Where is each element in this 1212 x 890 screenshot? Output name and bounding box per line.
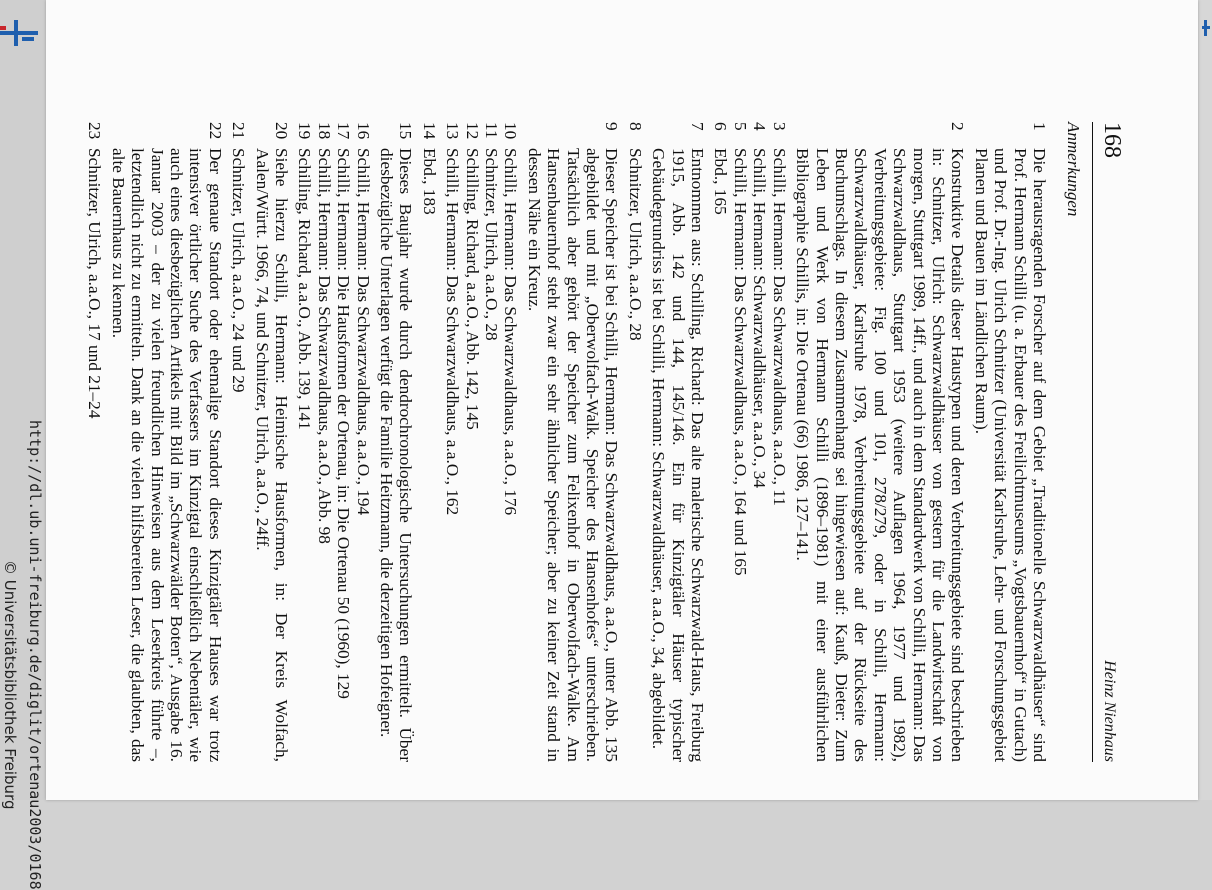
footnote-number: 17: [334, 122, 354, 140]
page-header: [1093, 122, 1127, 762]
footnote-number: 23: [85, 122, 105, 140]
footnote-text: Schilli, Hermann: Schwarzwaldhäuser, a.a.O., 34: [750, 148, 770, 489]
footnote-item: [314, 122, 333, 762]
footnote-text: Schilli, Hermann: Die Hausformen der Ortenau, in: Die Ortenau 50 (1960), 129: [334, 148, 354, 699]
footnote-text: Schilli, Hermann: Das Schwarzwaldhaus, a.a.O., 164 und 165: [730, 148, 750, 576]
footnote-text: Schilli, Hermann: Das Schwarzwaldhaus, a.a.O., 162: [443, 148, 463, 516]
footnote-text: Ebd., 165: [711, 148, 731, 215]
viewer-right-margin: [1198, 0, 1212, 800]
footnote-text: Schnitzer, Ulrich, a.a.O., 17 und 21–24: [85, 148, 105, 419]
footnote-text: Schnitzer, Ulrich, a.a.O., 28: [482, 148, 502, 341]
footnote-number: 13: [443, 122, 463, 140]
viewer-left-margin: [0, 0, 46, 890]
footnote-number: 12: [462, 122, 482, 140]
footnote-item: [625, 122, 644, 762]
footnote-number: 10: [501, 122, 521, 140]
footnote-number: 21: [229, 122, 249, 140]
footnote-item: [462, 122, 481, 762]
footnote-item: [353, 122, 372, 762]
footnote-number: 20: [271, 122, 291, 140]
footnote-item: [108, 122, 224, 762]
footnote-number: 18: [314, 122, 334, 140]
footnote-item: [649, 122, 707, 762]
footnote-text: Schilli, Hermann: Das Schwarzwaldhaus, a.a.O., 194: [353, 148, 373, 516]
footnote-item: [334, 122, 353, 762]
footnote-item: [252, 122, 291, 762]
footnote-text: Entnommen aus: Schilling, Richard: Das alte malerische Schwarzwald-Haus, Freiburg 1915, Abb. 142 und 144, 145/146. Ein für Kinzigtäler Häuser typischer Gebäudegrundriss ist bei Schilli, Hermann: Schwarzwaldhäuser, a.a.O., 34, abgebildet.: [649, 148, 708, 762]
footnote-text: Konstruktive Details dieser Haustypen und deren Verbreitungsgebiete sind beschrieben in: Schnitzer, Ulrich: Schwarzwaldhäuser von gestern für die Landwirtschaft von morgen, Stuttgart 1989, 14ff., und auch in dem Standardwerk von Schilli, Hermann: Das Schwarzwaldhaus, Stuttgart 1953 (weitere Auflagen 1964, 1977 und 1982), Verbreitungsgebiete: Fig. 100 und 101, 278/279, oder in Schilli, Hermann: Schwarzwaldhäuser, Karlsruhe 1978, Verbreitungsgebiete auf der Rückseite des Buchumschlags. In diesem Zusammenhang sei hingewiesen auf: Kauß, Dieter: Zum Leben und Werk von Hermann Schilli (1896–1981) mit einer ausführlichen Bibliographie Schillis, in: Die Ortenau (66) 1986, 127–141.: [793, 148, 968, 762]
footnote-number: 15: [396, 122, 416, 140]
footnote-number: 19: [295, 122, 315, 140]
footnote-number: 1: [1030, 122, 1049, 131]
footnote-number: 7: [688, 122, 708, 131]
header-rule: [1092, 122, 1093, 762]
footnote-number: 14: [419, 122, 439, 140]
footnote-item: [443, 122, 462, 762]
footnote-item: [377, 122, 416, 762]
notes-list: [85, 122, 1049, 762]
footnote-text: Schilli, Hermann: Das Schwarzwaldhaus, a.a.O., 11: [769, 148, 789, 506]
footnote-number: 6: [711, 122, 731, 131]
footnote-item: [750, 122, 769, 762]
footnote-item: [482, 122, 501, 762]
copyright-notice: © Universitätsbibliothek Freiburg: [1, 560, 19, 810]
footnote-text: Schnitzer, Ulrich, a.a.O., 28: [625, 148, 645, 341]
footnote-text: Dieser Speicher ist bei Schilli, Hermann: Das Schwarzwaldhaus, a.a.O., unter Abb. 135 abgebildet und mit „Oberwolfach-Walk. Speicher des Hansenhofes“ unterschrieben. Tatsächlich aber gehört der Speicher zum Felixenhof in Oberwolfach-Walke. Am Hansenbauernhof steht zwar ein sehr ähnlicher Speicher; aber zu keiner Zeit stand in dessen Nähe ein Kreuz.: [524, 148, 622, 762]
footnote-item: [769, 122, 788, 762]
page-number: 168: [1099, 122, 1125, 158]
footnote-text: Dieses Baujahr wurde durch dendrochronologische Untersuchungen ermittelt. Über diesbezügliche Unterlagen verfügt die Familie Heitzmann, die derzeitigen Hofeigner.: [377, 148, 416, 762]
footnote-number: 2: [948, 122, 968, 131]
footnote-item: [85, 122, 104, 762]
footnote-text: Siehe hierzu Schilli, Hermann: Heimische Hausformen, in: Der Kreis Wolfach, Aalen/Württ. 1966, 74, und Schnitzer, Ulrich, a.a.O., 24ff.: [252, 148, 291, 762]
document-url[interactable]: http://dl.ub.uni-freiburg.de/diglit/ortenau2003/0168: [26, 420, 44, 890]
footnote-number: 8: [625, 122, 645, 131]
running-head: Heinz Nienhaus: [1101, 660, 1118, 762]
footnote-item: [295, 122, 314, 762]
footnote-text: Die herausragenden Forscher auf dem Gebiet „Traditionelle Schwarzwaldhäuser“ sind Prof. Hermann Schilli (u. a. Erbauer des Freilichtmuseums „Vogtsbauernhof“ in Gutach) und Prof. Dr.-Ing. Ulrich Schnitzer (Universität Karlsruhe, Lehr- und Forschungsgebiet Planen und Bauen im Ländlichen Raum).: [971, 148, 1049, 762]
footnote-item: [524, 122, 621, 762]
footnote-text: Schilling, Richard, a.a.O., Abb. 139, 141: [295, 148, 315, 430]
ub-logo-icon: [0, 20, 38, 46]
section-title: Anmerkungen: [1064, 122, 1083, 217]
ub-logo-fragment-icon: [1202, 20, 1210, 36]
footnote-text: Ebd., 183: [419, 148, 439, 215]
footnote-number: 3: [769, 122, 789, 131]
footnote-text: Schilli, Hermann: Das Schwarzwaldhaus, a.a.O., 176: [501, 148, 521, 516]
footnote-item: [731, 122, 750, 762]
footnote-text: Schilli, Hermann: Das Schwarzwaldhaus, a.a.O., Abb. 98: [314, 148, 334, 544]
footnote-item: [971, 122, 1049, 762]
scanned-page: [46, 0, 1198, 800]
footnote-number: 11: [482, 122, 502, 139]
footnote-text: Der genaue Standort oder ehemalige Standort dieses Kinzigtäler Hauses war trotz intensiver örtlicher Suche des Verfassers im Kinzigtal einschließlich Nebentäler, wie auch eines diesbezüglichen Artikels mit Bild im „Schwarzwälder Boten“, Ausgabe 16. Januar 2003 – der zu vielen freundlichen Hinweisen aus dem Leserkreis führte –, letztendlich nicht zu ermitteln. Dank an die vielen hilfsbereiten Leser, die glaubten, das alte Bauernhaus zu kennen.: [108, 148, 225, 762]
footnote-item: [501, 122, 520, 762]
footnote-number: 5: [730, 122, 750, 131]
footnote-number: 4: [750, 122, 770, 131]
footnote-text: Schilling, Richard, a.a.O., Abb. 142, 145: [462, 148, 482, 430]
footnote-number: 16: [353, 122, 373, 140]
footnote-number: 9: [602, 122, 622, 131]
footnote-item: [229, 122, 248, 762]
page-content: [85, 122, 1127, 772]
footnote-text: Schnitzer, Ulrich, a.a.O., 24 und 29: [229, 148, 249, 393]
footnote-item: [793, 122, 968, 762]
footnote-item: [419, 122, 438, 762]
footnote-item: [711, 122, 730, 762]
footnote-number: 22: [205, 122, 225, 140]
